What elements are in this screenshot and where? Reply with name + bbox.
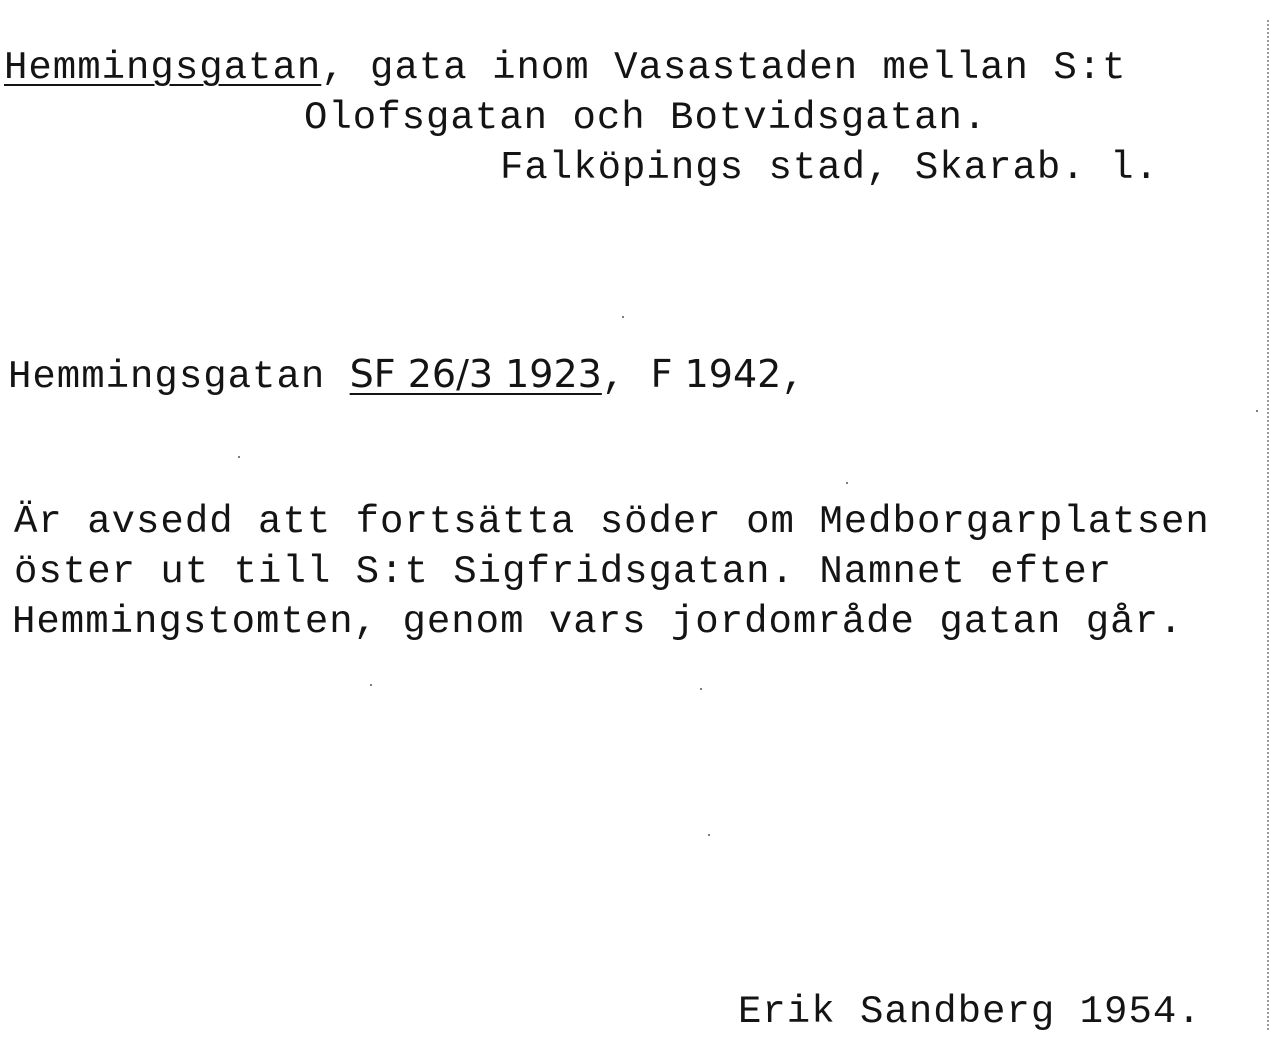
card-right-edge: [1267, 20, 1271, 1030]
history-ref-f: F 1942: [650, 352, 782, 396]
scan-speck: [708, 834, 710, 836]
header-line-2: Olofsgatan och Botvidsgatan.: [304, 96, 988, 140]
street-name-heading: Hemmingsgatan: [4, 46, 322, 90]
header-line-3-location: Falköpings stad, Skarab. l.: [500, 146, 1159, 190]
scan-speck: [846, 482, 848, 484]
history-name: Hemmingsgatan: [8, 355, 326, 399]
history-tail: ,: [781, 355, 806, 399]
scan-speck: [1256, 410, 1258, 412]
history-line: [8, 352, 806, 399]
description-line-3: Hemmingstomten, genom vars jordområde gatan går.: [12, 600, 1184, 644]
description-line-1: Är avsedd att fortsätta söder om Medborgarplatsen: [14, 500, 1210, 544]
scan-speck: [622, 316, 624, 318]
history-separator: ,: [601, 355, 651, 399]
header-line-1-rest: , gata inom Vasastaden mellan S:t: [321, 46, 1127, 90]
description-line-2: öster ut till S:t Sigfridsgatan. Namnet efter: [14, 550, 1113, 594]
history-ref-sf: SF 26/3 1923: [349, 352, 602, 396]
signature: Erik Sandberg 1954.: [738, 990, 1202, 1034]
header-line-1: [4, 46, 1127, 90]
scan-speck: [238, 456, 240, 458]
scan-speck: [370, 684, 372, 686]
scan-speck: [700, 688, 702, 690]
